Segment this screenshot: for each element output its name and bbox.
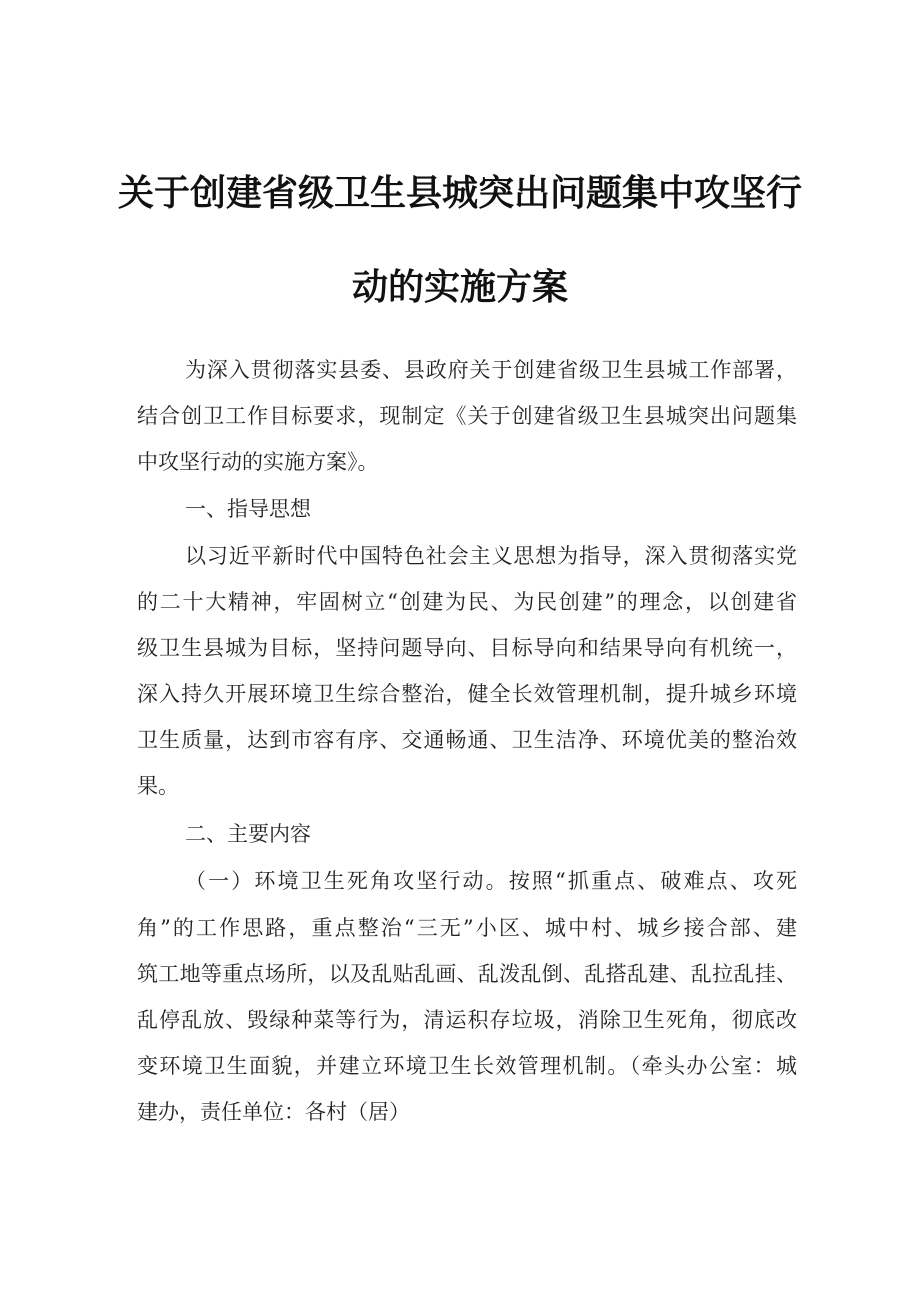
intro-line-2: 结合创卫工作目标要求，现制定《关于创建省级卫生县城突出问题集 [137,404,797,428]
section1-line-4: 深入持久开展环境卫生综合整治，健全长效管理机制，提升城乡环境 [137,682,797,706]
section2-item1-line-1: （一）环境卫生死角攻坚行动。按照“抓重点、破难点、攻死 [185,869,797,893]
section-heading-guiding-ideology: 一、指导思想 [185,497,311,521]
intro-line-1: 为深入贯彻落实县委、县政府关于创建省级卫生县城工作部署， [185,358,797,382]
document-title-line-1: 关于创建省级卫生县城突出问题集中攻坚行 [117,173,802,214]
section-heading-main-content: 二、主要内容 [185,822,311,846]
section1-line-1: 以习近平新时代中国特色社会主义思想为指导，深入贯彻落实党 [185,544,797,568]
section1-line-5: 卫生质量，达到市容有序、交通畅通、卫生洁净、环境优美的整治效 [137,728,797,752]
section1-line-6: 果。 [137,774,179,798]
section2-item1-line-2: 角”的工作思路，重点整治“三无”小区、城中村、城乡接合部、建 [137,916,797,940]
document-title-line-2: 动的实施方案 [351,267,568,308]
section1-line-2: 的二十大精神，牢固树立“创建为民、为民创建”的理念，以创建省 [137,590,797,614]
section2-item1-line-5: 变环境卫生面貌，并建立环境卫生长效管理机制。（牵头办公室：城 [137,1054,797,1078]
section1-line-3: 级卫生县城为目标，坚持问题导向、目标导向和结果导向有机统一， [137,636,797,660]
section2-item1-line-3: 筑工地等重点场所，以及乱贴乱画、乱泼乱倒、乱搭乱建、乱拉乱挂、 [137,962,797,986]
section2-item1-line-4: 乱停乱放、毁绿种菜等行为，清运积存垃圾，消除卫生死角，彻底改 [137,1008,797,1032]
intro-line-3: 中攻坚行动的实施方案》。 [137,450,379,474]
section2-item1-line-6: 建办，责任单位：各村（居） [137,1100,410,1124]
